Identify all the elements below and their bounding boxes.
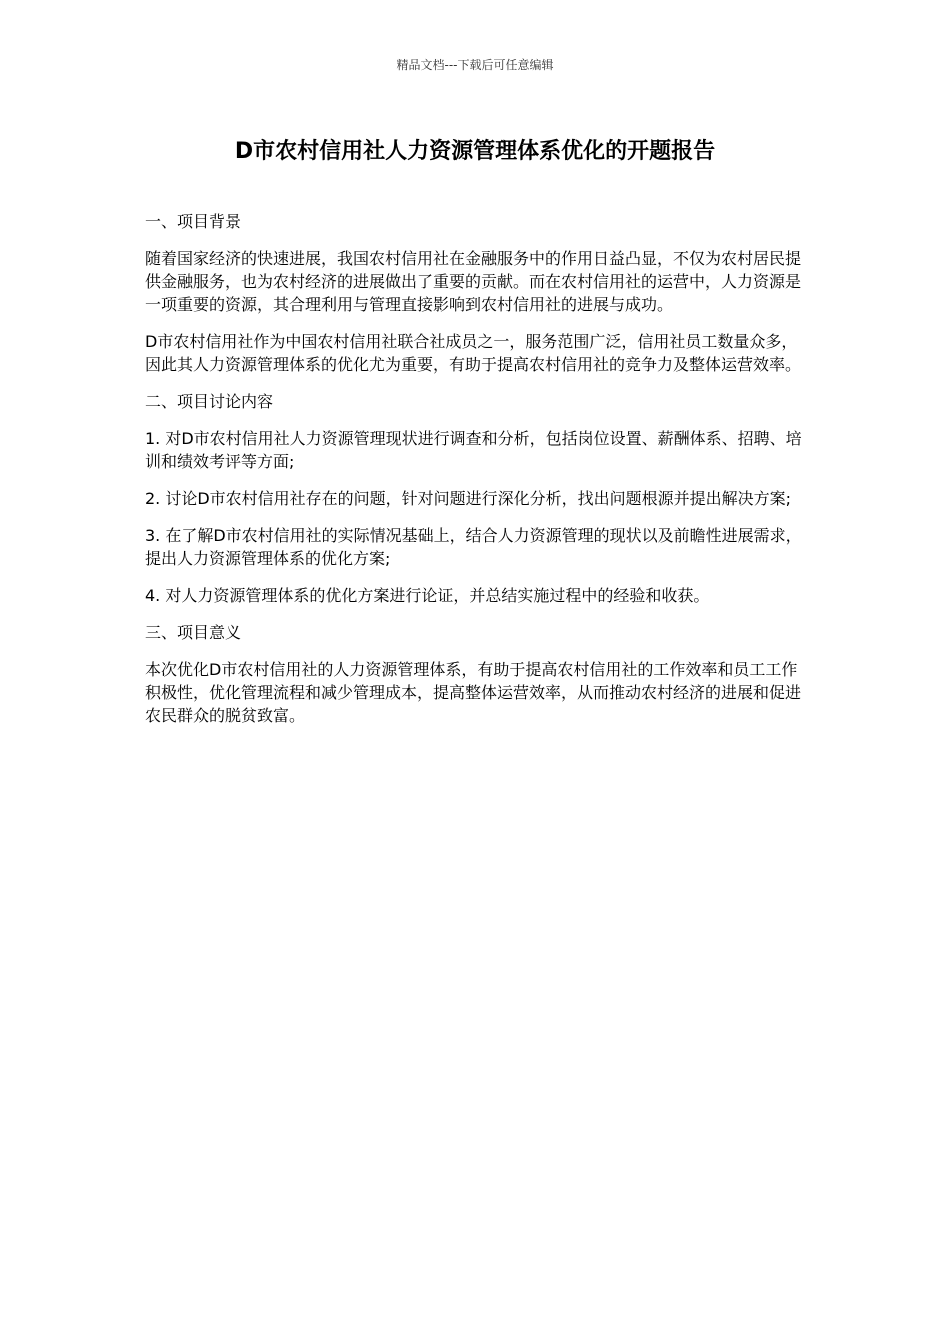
list-item-research-4: 4. 对人力资源管理体系的优化方案进行论证，并总结实施过程中的经验和收获。 bbox=[145, 586, 710, 605]
list-item-research-1: 1. 对D市农村信用社人力资源管理现状进行调查和分析，包括岗位设置、薪酬体系、招聘、培训和绩效考评等方面; bbox=[145, 429, 802, 471]
section-heading-background: 一、项目背景 bbox=[145, 212, 242, 231]
list-item-research-3: 3. 在了解D市农村信用社的实际情况基础上，结合人力资源管理的现状以及前瞻性进展需求，提出人力资源管理体系的优化方案; bbox=[145, 526, 802, 568]
paragraph-background-1: 随着国家经济的快速进展，我国农村信用社在金融服务中的作用日益凸显，不仅为农村居民提供金融服务，也为农村经济的进展做出了重要的贡献。而在农村信用社的运营中，人力资源是一项重要的资源，其合理利用与管理直接影响到农村信用社的进展与成功。 bbox=[145, 249, 802, 314]
list-item-research-2: 2. 讨论D市农村信用社存在的问题，针对问题进行深化分析，找出问题根源并提出解决方案; bbox=[145, 489, 792, 508]
document-body bbox=[145, 210, 805, 741]
section-heading-research-content: 二、项目讨论内容 bbox=[145, 392, 274, 411]
page-header: 精品文档---下载后可任意编辑 bbox=[396, 58, 554, 72]
paragraph-significance: 本次优化D市农村信用社的人力资源管理体系，有助于提高农村信用社的工作效率和员工工作积极性，优化管理流程和减少管理成本，提高整体运营效率，从而推动农村经济的进展和促进农民群众的脱贫致富。 bbox=[145, 660, 802, 725]
document-title: D市农村信用社人力资源管理体系优化的开题报告 bbox=[234, 139, 716, 164]
section-heading-significance: 三、项目意义 bbox=[145, 623, 242, 642]
paragraph-background-2: D市农村信用社作为中国农村信用社联合社成员之一，服务范围广泛，信用社员工数量众多，因此其人力资源管理体系的优化尤为重要，有助于提高农村信用社的竞争力及整体运营效率。 bbox=[145, 332, 802, 374]
